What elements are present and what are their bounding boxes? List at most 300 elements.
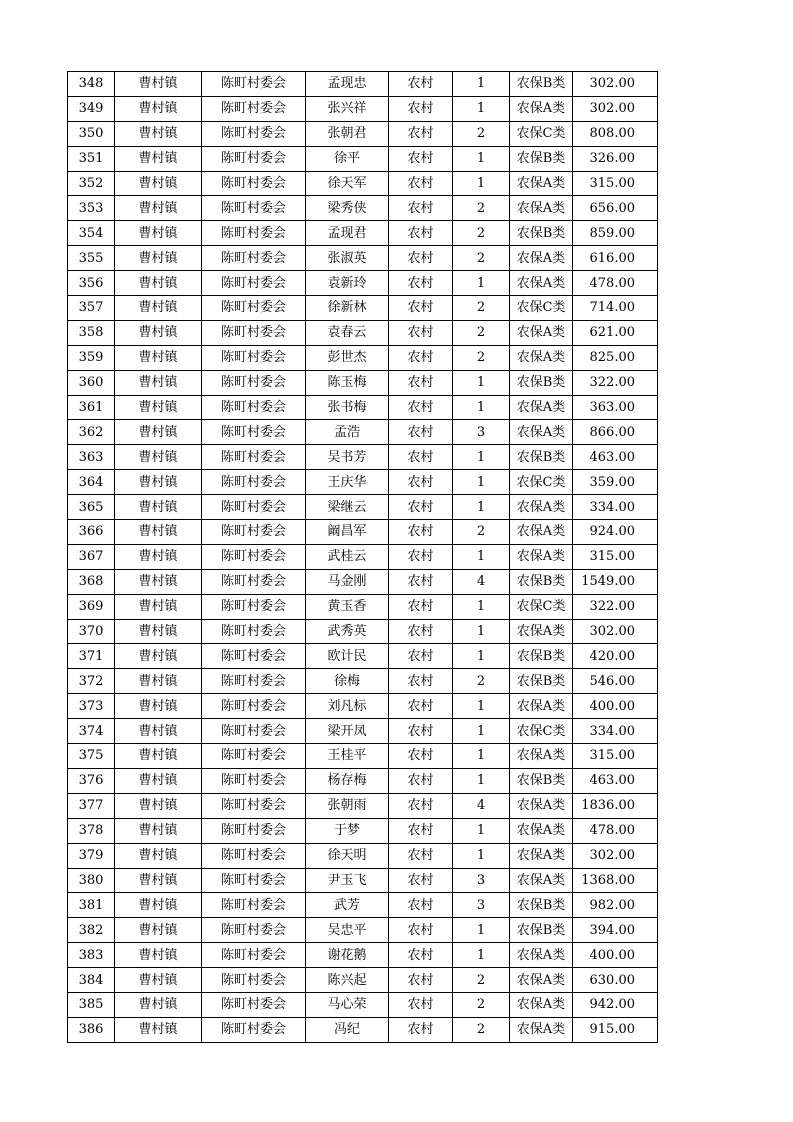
table-row [68, 992, 658, 1017]
town-cell: 曹村镇 [115, 221, 202, 246]
name-cell: 吴书芳 [306, 445, 389, 470]
amount-cell: 546.00 [573, 669, 658, 694]
amount-cell: 463.00 [573, 445, 658, 470]
row-number-cell: 370 [68, 619, 115, 644]
town-cell: 曹村镇 [115, 719, 202, 744]
area-type-cell: 农村 [389, 968, 453, 993]
area-type-cell: 农村 [389, 768, 453, 793]
row-number-cell: 378 [68, 818, 115, 843]
table-row [68, 445, 658, 470]
table-row [68, 594, 658, 619]
household-size-cell: 1 [453, 72, 510, 97]
category-cell: 农保B类 [510, 569, 573, 594]
town-cell: 曹村镇 [115, 1017, 202, 1042]
village-cell: 陈町村委会 [202, 370, 306, 395]
household-size-cell: 1 [453, 918, 510, 943]
category-cell: 农保A类 [510, 694, 573, 719]
category-cell: 农保A类 [510, 96, 573, 121]
area-type-cell: 农村 [389, 793, 453, 818]
area-type-cell: 农村 [389, 744, 453, 769]
area-type-cell: 农村 [389, 445, 453, 470]
name-cell: 徐平 [306, 146, 389, 171]
name-cell: 梁继云 [306, 495, 389, 520]
category-cell: 农保A类 [510, 868, 573, 893]
town-cell: 曹村镇 [115, 420, 202, 445]
village-cell: 陈町村委会 [202, 146, 306, 171]
row-number-cell: 373 [68, 694, 115, 719]
town-cell: 曹村镇 [115, 296, 202, 321]
name-cell: 袁春云 [306, 320, 389, 345]
village-cell: 陈町村委会 [202, 992, 306, 1017]
amount-cell: 315.00 [573, 744, 658, 769]
category-cell: 农保C类 [510, 121, 573, 146]
name-cell: 吴忠平 [306, 918, 389, 943]
category-cell: 农保C类 [510, 719, 573, 744]
name-cell: 张兴祥 [306, 96, 389, 121]
town-cell: 曹村镇 [115, 594, 202, 619]
table-row [68, 146, 658, 171]
amount-cell: 400.00 [573, 943, 658, 968]
table-body [68, 72, 658, 1043]
area-type-cell: 农村 [389, 470, 453, 495]
category-cell: 农保A类 [510, 196, 573, 221]
amount-cell: 915.00 [573, 1017, 658, 1042]
area-type-cell: 农村 [389, 495, 453, 520]
area-type-cell: 农村 [389, 520, 453, 545]
name-cell: 孟浩 [306, 420, 389, 445]
name-cell: 徐天明 [306, 843, 389, 868]
name-cell: 于梦 [306, 818, 389, 843]
amount-cell: 982.00 [573, 893, 658, 918]
table-row [68, 420, 658, 445]
town-cell: 曹村镇 [115, 918, 202, 943]
category-cell: 农保A类 [510, 1017, 573, 1042]
name-cell: 梁秀侠 [306, 196, 389, 221]
town-cell: 曹村镇 [115, 445, 202, 470]
name-cell: 王庆华 [306, 470, 389, 495]
area-type-cell: 农村 [389, 619, 453, 644]
name-cell: 张书梅 [306, 395, 389, 420]
area-type-cell: 农村 [389, 1017, 453, 1042]
area-type-cell: 农村 [389, 818, 453, 843]
town-cell: 曹村镇 [115, 968, 202, 993]
village-cell: 陈町村委会 [202, 320, 306, 345]
row-number-cell: 360 [68, 370, 115, 395]
category-cell: 农保A类 [510, 843, 573, 868]
amount-cell: 714.00 [573, 296, 658, 321]
household-size-cell: 2 [453, 221, 510, 246]
table-row [68, 370, 658, 395]
category-cell: 农保C类 [510, 594, 573, 619]
amount-cell: 621.00 [573, 320, 658, 345]
row-number-cell: 352 [68, 171, 115, 196]
amount-cell: 334.00 [573, 495, 658, 520]
household-size-cell: 1 [453, 744, 510, 769]
household-size-cell: 3 [453, 868, 510, 893]
amount-cell: 322.00 [573, 370, 658, 395]
category-cell: 农保A类 [510, 171, 573, 196]
area-type-cell: 农村 [389, 843, 453, 868]
category-cell: 农保A类 [510, 345, 573, 370]
town-cell: 曹村镇 [115, 146, 202, 171]
household-size-cell: 1 [453, 544, 510, 569]
row-number-cell: 367 [68, 544, 115, 569]
name-cell: 陈玉梅 [306, 370, 389, 395]
amount-cell: 463.00 [573, 768, 658, 793]
table-row [68, 569, 658, 594]
town-cell: 曹村镇 [115, 544, 202, 569]
name-cell: 张淑英 [306, 246, 389, 271]
town-cell: 曹村镇 [115, 345, 202, 370]
village-cell: 陈町村委会 [202, 569, 306, 594]
area-type-cell: 农村 [389, 121, 453, 146]
category-cell: 农保C类 [510, 296, 573, 321]
table-row [68, 918, 658, 943]
row-number-cell: 371 [68, 644, 115, 669]
category-cell: 农保A类 [510, 395, 573, 420]
table-row [68, 72, 658, 97]
amount-cell: 420.00 [573, 644, 658, 669]
category-cell: 农保A类 [510, 544, 573, 569]
village-cell: 陈町村委会 [202, 744, 306, 769]
town-cell: 曹村镇 [115, 246, 202, 271]
town-cell: 曹村镇 [115, 644, 202, 669]
area-type-cell: 农村 [389, 296, 453, 321]
table-row [68, 968, 658, 993]
table-row [68, 171, 658, 196]
table-row [68, 544, 658, 569]
town-cell: 曹村镇 [115, 793, 202, 818]
area-type-cell: 农村 [389, 893, 453, 918]
category-cell: 农保A类 [510, 619, 573, 644]
village-cell: 陈町村委会 [202, 520, 306, 545]
area-type-cell: 农村 [389, 694, 453, 719]
town-cell: 曹村镇 [115, 96, 202, 121]
village-cell: 陈町村委会 [202, 669, 306, 694]
area-type-cell: 农村 [389, 72, 453, 97]
table-row [68, 868, 658, 893]
town-cell: 曹村镇 [115, 370, 202, 395]
amount-cell: 394.00 [573, 918, 658, 943]
village-cell: 陈町村委会 [202, 843, 306, 868]
category-cell: 农保A类 [510, 968, 573, 993]
area-type-cell: 农村 [389, 271, 453, 296]
row-number-cell: 359 [68, 345, 115, 370]
category-cell: 农保B类 [510, 370, 573, 395]
area-type-cell: 农村 [389, 943, 453, 968]
village-cell: 陈町村委会 [202, 868, 306, 893]
town-cell: 曹村镇 [115, 121, 202, 146]
household-size-cell: 2 [453, 246, 510, 271]
village-cell: 陈町村委会 [202, 171, 306, 196]
household-size-cell: 1 [453, 818, 510, 843]
village-cell: 陈町村委会 [202, 968, 306, 993]
table-row [68, 694, 658, 719]
table-row [68, 1017, 658, 1042]
village-cell: 陈町村委会 [202, 768, 306, 793]
category-cell: 农保A类 [510, 520, 573, 545]
household-size-cell: 1 [453, 470, 510, 495]
amount-cell: 656.00 [573, 196, 658, 221]
name-cell: 杨存梅 [306, 768, 389, 793]
row-number-cell: 383 [68, 943, 115, 968]
area-type-cell: 农村 [389, 395, 453, 420]
name-cell: 黄玉香 [306, 594, 389, 619]
row-number-cell: 385 [68, 992, 115, 1017]
area-type-cell: 农村 [389, 644, 453, 669]
town-cell: 曹村镇 [115, 669, 202, 694]
household-size-cell: 4 [453, 793, 510, 818]
household-size-cell: 1 [453, 370, 510, 395]
table-row [68, 121, 658, 146]
household-size-cell: 2 [453, 968, 510, 993]
village-cell: 陈町村委会 [202, 470, 306, 495]
household-size-cell: 1 [453, 843, 510, 868]
amount-cell: 334.00 [573, 719, 658, 744]
name-cell: 王桂平 [306, 744, 389, 769]
row-number-cell: 375 [68, 744, 115, 769]
row-number-cell: 368 [68, 569, 115, 594]
row-number-cell: 354 [68, 221, 115, 246]
row-number-cell: 384 [68, 968, 115, 993]
area-type-cell: 农村 [389, 544, 453, 569]
category-cell: 农保A类 [510, 943, 573, 968]
name-cell: 马金刚 [306, 569, 389, 594]
amount-cell: 302.00 [573, 96, 658, 121]
household-size-cell: 1 [453, 445, 510, 470]
household-size-cell: 1 [453, 694, 510, 719]
name-cell: 袁新玲 [306, 271, 389, 296]
town-cell: 曹村镇 [115, 495, 202, 520]
village-cell: 陈町村委会 [202, 296, 306, 321]
amount-cell: 359.00 [573, 470, 658, 495]
household-size-cell: 4 [453, 569, 510, 594]
amount-cell: 315.00 [573, 544, 658, 569]
village-cell: 陈町村委会 [202, 495, 306, 520]
row-number-cell: 351 [68, 146, 115, 171]
table-row [68, 296, 658, 321]
village-cell: 陈町村委会 [202, 619, 306, 644]
town-cell: 曹村镇 [115, 171, 202, 196]
row-number-cell: 356 [68, 271, 115, 296]
town-cell: 曹村镇 [115, 395, 202, 420]
table-row [68, 520, 658, 545]
row-number-cell: 363 [68, 445, 115, 470]
row-number-cell: 364 [68, 470, 115, 495]
area-type-cell: 农村 [389, 320, 453, 345]
village-cell: 陈町村委会 [202, 818, 306, 843]
category-cell: 农保B类 [510, 72, 573, 97]
category-cell: 农保B类 [510, 221, 573, 246]
household-size-cell: 1 [453, 594, 510, 619]
table-row [68, 395, 658, 420]
amount-cell: 808.00 [573, 121, 658, 146]
village-cell: 陈町村委会 [202, 793, 306, 818]
amount-cell: 859.00 [573, 221, 658, 246]
category-cell: 农保C类 [510, 470, 573, 495]
household-size-cell: 1 [453, 619, 510, 644]
village-cell: 陈町村委会 [202, 395, 306, 420]
area-type-cell: 农村 [389, 345, 453, 370]
area-type-cell: 农村 [389, 221, 453, 246]
category-cell: 农保B类 [510, 644, 573, 669]
category-cell: 农保B类 [510, 918, 573, 943]
village-cell: 陈町村委会 [202, 719, 306, 744]
town-cell: 曹村镇 [115, 943, 202, 968]
town-cell: 曹村镇 [115, 520, 202, 545]
name-cell: 彭世杰 [306, 345, 389, 370]
household-size-cell: 2 [453, 345, 510, 370]
household-size-cell: 1 [453, 171, 510, 196]
area-type-cell: 农村 [389, 420, 453, 445]
household-size-cell: 1 [453, 146, 510, 171]
amount-cell: 315.00 [573, 171, 658, 196]
name-cell: 马心荣 [306, 992, 389, 1017]
name-cell: 陈兴起 [306, 968, 389, 993]
table-row [68, 345, 658, 370]
row-number-cell: 361 [68, 395, 115, 420]
area-type-cell: 农村 [389, 370, 453, 395]
amount-cell: 630.00 [573, 968, 658, 993]
name-cell: 谢花鹅 [306, 943, 389, 968]
amount-cell: 942.00 [573, 992, 658, 1017]
row-number-cell: 353 [68, 196, 115, 221]
area-type-cell: 农村 [389, 171, 453, 196]
area-type-cell: 农村 [389, 96, 453, 121]
table-row [68, 271, 658, 296]
household-size-cell: 1 [453, 719, 510, 744]
town-cell: 曹村镇 [115, 843, 202, 868]
category-cell: 农保A类 [510, 793, 573, 818]
name-cell: 尹玉飞 [306, 868, 389, 893]
name-cell: 徐梅 [306, 669, 389, 694]
village-cell: 陈町村委会 [202, 72, 306, 97]
town-cell: 曹村镇 [115, 72, 202, 97]
amount-cell: 400.00 [573, 694, 658, 719]
household-size-cell: 3 [453, 420, 510, 445]
area-type-cell: 农村 [389, 246, 453, 271]
table-row [68, 818, 658, 843]
village-cell: 陈町村委会 [202, 420, 306, 445]
category-cell: 农保B类 [510, 146, 573, 171]
village-cell: 陈町村委会 [202, 694, 306, 719]
category-cell: 农保A类 [510, 320, 573, 345]
category-cell: 农保A类 [510, 818, 573, 843]
table-row [68, 644, 658, 669]
name-cell: 孟现君 [306, 221, 389, 246]
category-cell: 农保B类 [510, 893, 573, 918]
name-cell: 张朝雨 [306, 793, 389, 818]
name-cell: 孟现忠 [306, 72, 389, 97]
category-cell: 农保A类 [510, 420, 573, 445]
category-cell: 农保A类 [510, 744, 573, 769]
village-cell: 陈町村委会 [202, 544, 306, 569]
name-cell: 武秀英 [306, 619, 389, 644]
town-cell: 曹村镇 [115, 569, 202, 594]
table-row [68, 744, 658, 769]
town-cell: 曹村镇 [115, 470, 202, 495]
town-cell: 曹村镇 [115, 320, 202, 345]
household-size-cell: 2 [453, 296, 510, 321]
row-number-cell: 372 [68, 669, 115, 694]
amount-cell: 322.00 [573, 594, 658, 619]
town-cell: 曹村镇 [115, 768, 202, 793]
amount-cell: 1836.00 [573, 793, 658, 818]
amount-cell: 478.00 [573, 818, 658, 843]
village-cell: 陈町村委会 [202, 943, 306, 968]
household-size-cell: 2 [453, 1017, 510, 1042]
table-row [68, 470, 658, 495]
amount-cell: 478.00 [573, 271, 658, 296]
table-row [68, 320, 658, 345]
category-cell: 农保B类 [510, 768, 573, 793]
amount-cell: 302.00 [573, 843, 658, 868]
area-type-cell: 农村 [389, 196, 453, 221]
table-row [68, 793, 658, 818]
village-cell: 陈町村委会 [202, 644, 306, 669]
village-cell: 陈町村委会 [202, 271, 306, 296]
name-cell: 冯纪 [306, 1017, 389, 1042]
data-table [67, 71, 658, 1043]
amount-cell: 363.00 [573, 395, 658, 420]
household-size-cell: 2 [453, 196, 510, 221]
table-row [68, 719, 658, 744]
category-cell: 农保B类 [510, 669, 573, 694]
area-type-cell: 农村 [389, 594, 453, 619]
name-cell: 徐新林 [306, 296, 389, 321]
category-cell: 农保A类 [510, 246, 573, 271]
household-size-cell: 2 [453, 520, 510, 545]
table-row [68, 495, 658, 520]
row-number-cell: 348 [68, 72, 115, 97]
amount-cell: 924.00 [573, 520, 658, 545]
town-cell: 曹村镇 [115, 694, 202, 719]
household-size-cell: 2 [453, 121, 510, 146]
row-number-cell: 369 [68, 594, 115, 619]
town-cell: 曹村镇 [115, 992, 202, 1017]
table-row [68, 246, 658, 271]
table-row [68, 843, 658, 868]
amount-cell: 302.00 [573, 619, 658, 644]
table-row [68, 943, 658, 968]
household-size-cell: 2 [453, 669, 510, 694]
category-cell: 农保A类 [510, 495, 573, 520]
table-row [68, 96, 658, 121]
town-cell: 曹村镇 [115, 868, 202, 893]
household-size-cell: 1 [453, 395, 510, 420]
amount-cell: 1549.00 [573, 569, 658, 594]
row-number-cell: 350 [68, 121, 115, 146]
row-number-cell: 349 [68, 96, 115, 121]
row-number-cell: 382 [68, 918, 115, 943]
household-size-cell: 1 [453, 768, 510, 793]
household-size-cell: 1 [453, 644, 510, 669]
household-size-cell: 2 [453, 320, 510, 345]
village-cell: 陈町村委会 [202, 594, 306, 619]
row-number-cell: 357 [68, 296, 115, 321]
amount-cell: 1368.00 [573, 868, 658, 893]
village-cell: 陈町村委会 [202, 246, 306, 271]
row-number-cell: 362 [68, 420, 115, 445]
town-cell: 曹村镇 [115, 744, 202, 769]
amount-cell: 866.00 [573, 420, 658, 445]
row-number-cell: 380 [68, 868, 115, 893]
name-cell: 刘凡标 [306, 694, 389, 719]
amount-cell: 302.00 [573, 72, 658, 97]
area-type-cell: 农村 [389, 719, 453, 744]
category-cell: 农保B类 [510, 445, 573, 470]
area-type-cell: 农村 [389, 868, 453, 893]
